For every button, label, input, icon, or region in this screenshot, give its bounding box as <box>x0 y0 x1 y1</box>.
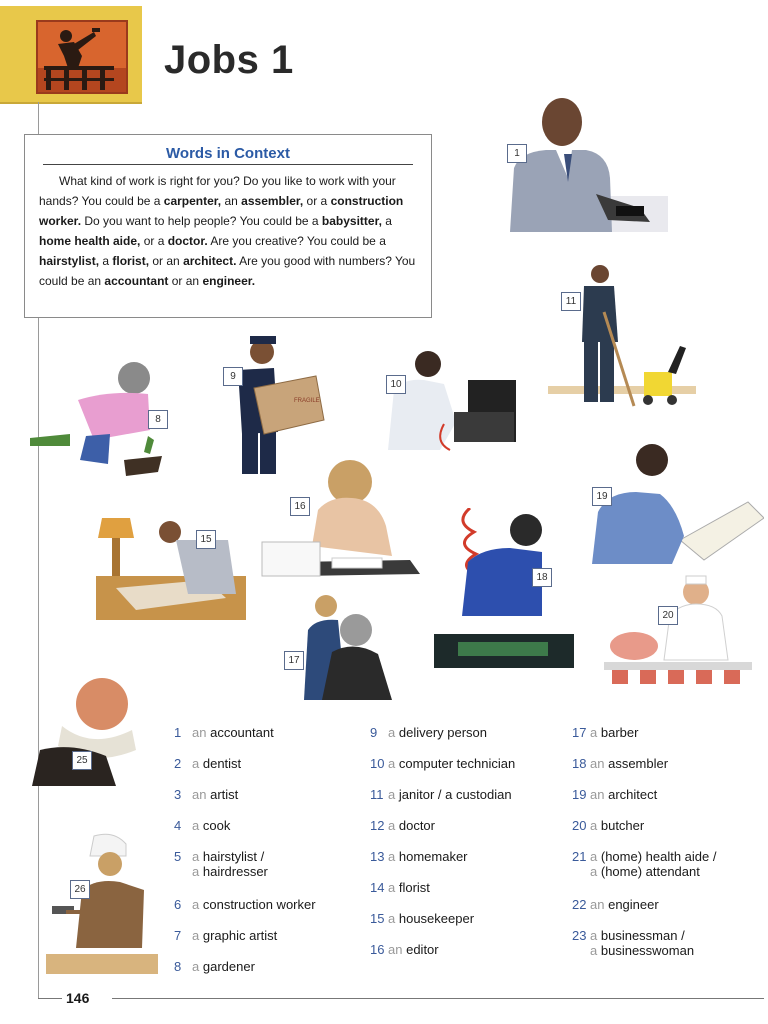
vocab-article: an <box>590 756 605 771</box>
vocab-item <box>572 849 716 879</box>
vocab-article: a <box>192 818 200 833</box>
vocab-number: 4 <box>174 818 182 833</box>
context-keyword: construction worker. <box>39 194 404 228</box>
vocab-article: a <box>590 928 598 943</box>
construction-worker-icon <box>36 20 128 94</box>
vocab-word: homemaker <box>398 849 468 864</box>
vocab-number: 2 <box>174 756 182 771</box>
context-text-segment: or an <box>149 254 184 268</box>
vocab-word: architect <box>608 787 658 802</box>
vocab-item <box>572 818 644 833</box>
vocab-word: engineer <box>608 897 659 912</box>
vocab-number: 14 <box>370 880 385 895</box>
label-20: 20 <box>658 606 678 625</box>
vocab-number: 11 <box>370 787 384 802</box>
picture-janitor <box>548 262 696 412</box>
vocab-item <box>174 818 230 833</box>
vocab-item <box>174 959 255 974</box>
vocab-number: 23 <box>572 928 587 943</box>
vocab-item <box>174 928 277 943</box>
vocab-item <box>370 849 468 864</box>
vocab-number: 20 <box>572 818 587 833</box>
vocab-article: an <box>590 787 605 802</box>
label-26: 26 <box>70 880 90 899</box>
label-10: 10 <box>386 375 406 394</box>
vocab-article: a <box>388 880 396 895</box>
vocab-word: doctor <box>398 818 435 833</box>
label-15: 15 <box>196 530 216 549</box>
picture-26 <box>46 830 158 974</box>
context-keyword: assembler, <box>241 194 304 208</box>
vocab-article: a <box>192 849 200 864</box>
vocab-item <box>370 880 430 895</box>
label-16: 16 <box>290 497 310 516</box>
vocab-word: florist <box>398 880 430 895</box>
vocab-item <box>370 787 512 802</box>
picture-butcher <box>604 574 752 686</box>
context-paragraph <box>39 171 417 291</box>
vocab-article: a <box>590 849 598 864</box>
context-text-segment: Are you creative? You could be a <box>207 234 386 248</box>
context-keyword: home health aide, <box>39 234 141 248</box>
label-25: 25 <box>72 751 92 770</box>
vocab-word: artist <box>210 787 239 802</box>
vocab-word: businessman / <box>600 928 685 943</box>
words-in-context-box <box>24 134 432 318</box>
picture-housekeeper <box>96 518 246 620</box>
vocab-article: a <box>388 818 396 833</box>
label-8: 8 <box>148 410 168 429</box>
vocab-number: 19 <box>572 787 587 802</box>
vocab-article: a <box>192 959 200 974</box>
vocab-word: (home) attendant <box>600 864 700 879</box>
vocab-word: barber <box>600 725 639 740</box>
vocab-number: 3 <box>174 787 182 802</box>
picture-assembler <box>434 508 574 668</box>
vocab-item <box>174 897 316 912</box>
context-keyword: architect. <box>183 254 237 268</box>
vocab-article: a <box>590 725 598 740</box>
vocab-word: graphic artist <box>202 928 278 943</box>
vocab-word: cook <box>202 818 231 833</box>
context-keyword: babysitter, <box>321 214 382 228</box>
context-text-segment: or a <box>303 194 331 208</box>
page-title: Jobs 1 <box>164 38 294 82</box>
vocab-item <box>572 725 638 740</box>
vocab-item <box>174 756 241 771</box>
vocab-word: hairstylist / <box>202 849 265 864</box>
vocab-article: a <box>192 897 200 912</box>
label-9: 9 <box>223 367 243 386</box>
vocab-word: housekeeper <box>398 911 475 926</box>
context-heading: Words in Context <box>43 145 413 165</box>
context-text-segment: a <box>381 214 392 228</box>
vocab-word: computer technician <box>398 756 516 771</box>
context-keyword: engineer. <box>202 274 256 288</box>
vocab-item <box>572 787 657 802</box>
vocab-article: a <box>388 911 396 926</box>
label-17: 17 <box>284 651 304 670</box>
vocab-number: 8 <box>174 959 182 974</box>
label-18: 18 <box>532 568 552 587</box>
vocab-word: editor <box>406 942 439 957</box>
vocab-item <box>370 725 487 740</box>
vocab-number: 1 <box>174 725 182 740</box>
vocab-number: 6 <box>174 897 182 912</box>
vocab-article: a <box>388 756 396 771</box>
page-number: 146 <box>66 990 90 1006</box>
picture-architect <box>588 442 764 564</box>
section-tab <box>0 6 142 104</box>
vocab-word: butcher <box>600 818 645 833</box>
vocab-article: a <box>590 864 598 879</box>
vocab-word: construction worker <box>202 897 316 912</box>
vocab-word: accountant <box>210 725 274 740</box>
vocab-number: 9 <box>370 725 378 740</box>
vocab-article: an <box>192 787 207 802</box>
vocab-article: a <box>590 818 598 833</box>
vocab-item <box>572 928 694 958</box>
label-19: 19 <box>592 487 612 506</box>
context-text-segment: What kind of work is right for you? Do you like to work with your hands? You could be a <box>39 174 396 208</box>
context-keyword: carpenter, <box>163 194 222 208</box>
vocab-number: 17 <box>572 725 587 740</box>
vocab-word: assembler <box>608 756 669 771</box>
vocab-number: 15 <box>370 911 385 926</box>
context-text-segment: a <box>99 254 113 268</box>
vocab-article: an <box>388 942 403 957</box>
context-keyword: florist, <box>112 254 150 268</box>
vocab-article: a <box>388 849 396 864</box>
vocab-item <box>572 756 668 771</box>
vocab-article: a <box>192 756 200 771</box>
picture-computer-technician <box>384 346 520 454</box>
vocab-number: 22 <box>572 897 587 912</box>
picture-accountant <box>500 98 670 232</box>
context-text-segment: or an <box>168 274 203 288</box>
vocab-item <box>370 818 435 833</box>
context-keyword: doctor. <box>167 234 208 248</box>
vocab-number: 10 <box>370 756 385 771</box>
footer-rule-left <box>38 998 62 999</box>
picture-delivery-person <box>228 334 328 476</box>
picture-barber <box>294 592 394 700</box>
vocab-word: delivery person <box>398 725 488 740</box>
vocab-number: 18 <box>572 756 587 771</box>
vocab-number: 13 <box>370 849 385 864</box>
context-text-segment: or a <box>140 234 168 248</box>
context-text-segment: Are you good with numbers? You could be an <box>39 254 416 288</box>
vocab-item <box>572 897 659 912</box>
context-keyword: accountant <box>104 274 169 288</box>
vocab-word: businesswoman <box>600 943 695 958</box>
vocab-article: a <box>192 928 200 943</box>
label-1: 1 <box>507 144 527 163</box>
fragile-label: FRAGILE <box>294 398 320 404</box>
context-text-segment: Do you want to help people? You could be a <box>81 214 322 228</box>
vocab-word: dentist <box>202 756 242 771</box>
vocab-word: gardener <box>202 959 255 974</box>
vocab-item <box>370 756 515 771</box>
label-11: 11 <box>561 292 581 311</box>
vocab-article: a <box>192 864 200 879</box>
picture-editor <box>260 456 424 578</box>
vocab-article: an <box>192 725 207 740</box>
vocab-item <box>370 911 474 926</box>
vocab-word: janitor / a custodian <box>398 787 512 802</box>
vocab-word: (home) health aide / <box>600 849 717 864</box>
vocab-article: a <box>590 943 598 958</box>
vocab-number: 21 <box>572 849 587 864</box>
vocab-item <box>370 942 439 957</box>
vocab-number: 5 <box>174 849 182 864</box>
vocab-article: a <box>388 725 396 740</box>
vocab-item <box>174 849 268 879</box>
vocab-number: 12 <box>370 818 385 833</box>
context-text-segment: an <box>221 194 242 208</box>
vocab-item <box>174 725 274 740</box>
vocab-number: 7 <box>174 928 182 943</box>
footer-rule <box>112 998 764 999</box>
vocab-item <box>174 787 238 802</box>
vocab-number: 16 <box>370 942 385 957</box>
context-keyword: hairstylist, <box>39 254 100 268</box>
vocab-word: hairdresser <box>202 864 268 879</box>
vocab-article: a <box>388 787 396 802</box>
vocab-article: an <box>590 897 605 912</box>
